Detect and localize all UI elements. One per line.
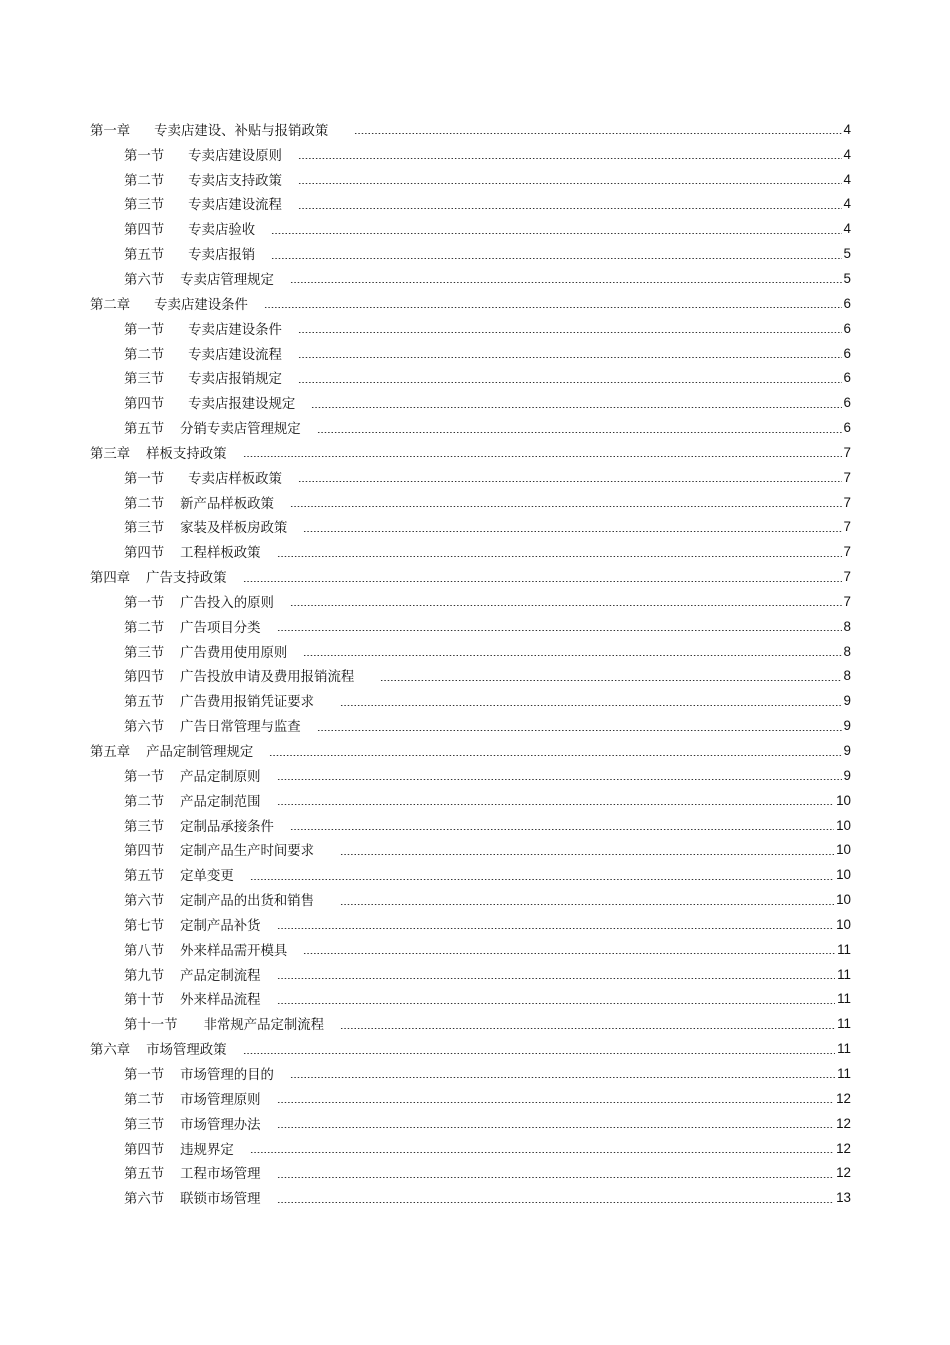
toc-entry-page-number: 7 <box>843 519 851 535</box>
toc-section-entry[interactable] <box>90 365 851 390</box>
dot-leader <box>277 1177 835 1178</box>
toc-entry-title: 专卖店建设流程 <box>188 347 282 363</box>
toc-chapter-entry[interactable] <box>90 440 851 465</box>
toc-entry-title: 专卖店管理规定 <box>180 272 274 288</box>
toc-entry-page-number: 10 <box>836 892 851 908</box>
toc-entry-title: 工程样板政策 <box>180 546 261 562</box>
toc-section-entry[interactable] <box>90 1160 851 1185</box>
toc-entry-page-number: 5 <box>843 246 851 262</box>
toc-entry-page-number: 10 <box>836 867 851 883</box>
toc-entry-title: 广告投入的原则 <box>180 595 274 611</box>
toc-entry-title: 专卖店报销规定 <box>188 372 282 388</box>
toc-entry-number: 第二节 <box>124 1092 165 1108</box>
toc-entry-title: 样板支持政策 <box>146 446 227 462</box>
toc-entry-title: 外来样品需开模具 <box>180 943 288 959</box>
toc-section-entry[interactable] <box>90 664 851 689</box>
toc-entry-number: 第三章 <box>90 446 131 462</box>
toc-section-entry[interactable] <box>90 241 851 266</box>
toc-entry-number: 第六节 <box>124 272 165 288</box>
toc-entry-title: 定制品承接条件 <box>180 819 274 835</box>
toc-entry-number: 第一节 <box>124 595 165 611</box>
toc-entry-page-number: 10 <box>836 792 851 808</box>
toc-section-entry[interactable] <box>90 1011 851 1036</box>
toc-entry-number: 第九节 <box>124 968 165 984</box>
dot-leader <box>298 183 842 184</box>
toc-entry-page-number: 10 <box>836 842 851 858</box>
dot-leader <box>277 556 842 557</box>
toc-entry-number: 第五节 <box>124 1167 165 1183</box>
toc-section-entry[interactable] <box>90 515 851 540</box>
dot-leader <box>277 1003 836 1004</box>
toc-entry-page-number: 11 <box>837 1016 851 1032</box>
toc-entry-title: 定制产品补货 <box>180 918 261 934</box>
toc-entry-number: 第六节 <box>124 720 165 736</box>
toc-entry-title: 产品定制原则 <box>180 769 261 785</box>
toc-chapter-entry[interactable] <box>90 564 851 589</box>
dot-leader <box>290 829 834 830</box>
dot-leader <box>298 208 842 209</box>
toc-entry-title: 广告投放申请及费用报销流程 <box>180 670 355 686</box>
dot-leader <box>250 1152 834 1153</box>
toc-section-entry[interactable] <box>90 192 851 217</box>
toc-entry-page-number: 10 <box>836 817 851 833</box>
toc-entry-number: 第六节 <box>124 894 165 910</box>
toc-entry-title: 产品定制管理规定 <box>146 745 254 761</box>
toc-entry-number: 第一节 <box>124 148 165 164</box>
toc-section-entry[interactable] <box>90 142 851 167</box>
toc-entry-page-number: 12 <box>836 1090 851 1106</box>
dot-leader <box>277 1102 835 1103</box>
toc-entry-number: 第一章 <box>90 123 131 139</box>
toc-entry-title: 专卖店建设条件 <box>154 297 248 313</box>
toc-entry-number: 第五节 <box>124 248 165 264</box>
toc-entry-title: 违规界定 <box>180 1142 234 1158</box>
table-of-contents <box>90 117 851 1210</box>
toc-entry-page-number: 7 <box>843 593 851 609</box>
toc-entry-number: 第十一节 <box>124 1018 178 1034</box>
toc-entry-number: 第二节 <box>124 173 165 189</box>
toc-entry-title: 产品定制流程 <box>180 968 261 984</box>
dot-leader <box>298 332 842 333</box>
toc-entry-page-number: 6 <box>843 420 851 436</box>
toc-entry-title: 专卖店报建设规定 <box>188 397 296 413</box>
toc-entry-title: 定制产品的出货和销售 <box>180 894 315 910</box>
toc-entry-page-number: 11 <box>837 1041 851 1057</box>
toc-entry-number: 第六章 <box>90 1043 131 1059</box>
toc-entry-title: 产品定制范围 <box>180 794 261 810</box>
toc-entry-title: 广告费用使用原则 <box>180 645 288 661</box>
toc-section-entry[interactable] <box>90 167 851 192</box>
dot-leader <box>277 928 835 929</box>
toc-entry-title: 专卖店支持政策 <box>188 173 282 189</box>
dot-leader <box>298 158 842 159</box>
toc-entry-page-number: 9 <box>843 693 851 709</box>
toc-entry-page-number: 11 <box>837 941 851 957</box>
toc-entry-number: 第一节 <box>124 1067 165 1083</box>
toc-entry-title: 专卖店建设流程 <box>188 198 282 214</box>
toc-entry-number: 第四节 <box>124 397 165 413</box>
toc-entry-title: 专卖店建设原则 <box>188 148 282 164</box>
toc-entry-number: 第二节 <box>124 794 165 810</box>
dot-leader <box>277 1202 835 1203</box>
dot-leader <box>271 258 841 259</box>
toc-entry-page-number: 7 <box>843 494 851 510</box>
toc-entry-number: 第一节 <box>124 769 165 785</box>
dot-leader <box>269 755 841 756</box>
toc-entry-title: 市场管理政策 <box>146 1043 227 1059</box>
toc-entry-page-number: 6 <box>843 370 851 386</box>
toc-entry-number: 第三节 <box>124 1117 165 1133</box>
toc-entry-page-number: 4 <box>843 221 851 237</box>
dot-leader <box>340 705 841 706</box>
toc-entry-number: 第四节 <box>124 546 165 562</box>
toc-section-entry[interactable] <box>90 763 851 788</box>
toc-entry-page-number: 4 <box>843 196 851 212</box>
dot-leader <box>340 1028 835 1029</box>
dot-leader <box>277 978 836 979</box>
dot-leader <box>290 1077 835 1078</box>
dot-leader <box>311 407 841 408</box>
dot-leader <box>354 133 841 134</box>
toc-entry-title: 定制产品生产时间要求 <box>180 844 315 860</box>
toc-section-entry[interactable] <box>90 713 851 738</box>
toc-entry-page-number: 9 <box>843 743 851 759</box>
toc-entry-number: 第四节 <box>124 223 165 239</box>
toc-entry-number: 第一节 <box>124 322 165 338</box>
toc-entry-number: 第一节 <box>124 471 165 487</box>
toc-entry-number: 第四节 <box>124 844 165 860</box>
dot-leader <box>277 630 842 631</box>
toc-entry-page-number: 12 <box>836 1140 851 1156</box>
dot-leader <box>317 432 842 433</box>
toc-entry-page-number: 10 <box>836 916 851 932</box>
dot-leader <box>340 854 834 855</box>
toc-entry-number: 第二节 <box>124 347 165 363</box>
toc-entry-title: 广告项目分类 <box>180 620 261 636</box>
toc-entry-title: 家装及样板房政策 <box>180 521 288 537</box>
toc-entry-number: 第四章 <box>90 571 131 587</box>
toc-entry-number: 第八节 <box>124 943 165 959</box>
toc-section-entry[interactable] <box>90 937 851 962</box>
toc-section-entry[interactable] <box>90 1086 851 1111</box>
toc-entry-title: 市场管理办法 <box>180 1117 261 1133</box>
dot-leader <box>290 605 842 606</box>
toc-entry-number: 第五章 <box>90 745 131 761</box>
toc-entry-title: 非常规产品定制流程 <box>203 1018 325 1034</box>
toc-entry-page-number: 7 <box>843 544 851 560</box>
toc-entry-number: 第四节 <box>124 670 165 686</box>
toc-entry-title: 新产品样板政策 <box>180 496 274 512</box>
toc-entry-number: 第四节 <box>124 1142 165 1158</box>
dot-leader <box>298 357 842 358</box>
toc-entry-page-number: 6 <box>843 345 851 361</box>
toc-entry-number: 第五节 <box>124 695 165 711</box>
toc-entry-title: 专卖店建设、补贴与报销政策 <box>154 123 329 139</box>
toc-entry-title: 专卖店报销 <box>188 248 256 264</box>
toc-entry-page-number: 7 <box>843 569 851 585</box>
dot-leader <box>303 531 841 532</box>
toc-section-entry[interactable] <box>90 813 851 838</box>
toc-section-entry[interactable] <box>90 589 851 614</box>
toc-entry-number: 第三节 <box>124 372 165 388</box>
toc-section-entry[interactable] <box>90 688 851 713</box>
toc-entry-title: 广告费用报销凭证要求 <box>180 695 315 711</box>
toc-entry-number: 第六节 <box>124 1192 165 1208</box>
toc-entry-title: 专卖店建设条件 <box>188 322 282 338</box>
toc-entry-page-number: 6 <box>843 320 851 336</box>
toc-entry-page-number: 4 <box>843 121 851 137</box>
dot-leader <box>298 481 842 482</box>
toc-section-entry[interactable] <box>90 490 851 515</box>
toc-entry-title: 联锁市场管理 <box>180 1192 261 1208</box>
toc-entry-number: 第十节 <box>124 993 165 1009</box>
toc-section-entry[interactable] <box>90 539 851 564</box>
toc-chapter-entry[interactable] <box>90 738 851 763</box>
toc-entry-page-number: 8 <box>843 643 851 659</box>
toc-section-entry[interactable] <box>90 266 851 291</box>
toc-section-entry[interactable] <box>90 1111 851 1136</box>
dot-leader <box>340 904 834 905</box>
toc-entry-title: 专卖店样板政策 <box>188 471 282 487</box>
toc-chapter-entry[interactable] <box>90 117 851 142</box>
toc-entry-page-number: 13 <box>836 1190 851 1206</box>
toc-chapter-entry[interactable] <box>90 291 851 316</box>
dot-leader <box>317 730 842 731</box>
toc-section-entry[interactable] <box>90 862 851 887</box>
toc-section-entry[interactable] <box>90 341 851 366</box>
toc-entry-number: 第三节 <box>124 819 165 835</box>
toc-entry-number: 第七节 <box>124 918 165 934</box>
toc-entry-page-number: 11 <box>837 966 851 982</box>
toc-entry-title: 工程市场管理 <box>180 1167 261 1183</box>
dot-leader <box>271 233 841 234</box>
toc-section-entry[interactable] <box>90 465 851 490</box>
toc-entry-title: 市场管理的目的 <box>180 1067 274 1083</box>
toc-section-entry[interactable] <box>90 1061 851 1086</box>
dot-leader <box>303 953 835 954</box>
toc-entry-number: 第三节 <box>124 198 165 214</box>
toc-entry-title: 广告日常管理与监查 <box>180 720 301 736</box>
toc-section-entry[interactable] <box>90 987 851 1012</box>
toc-entry-number: 第三节 <box>124 645 165 661</box>
dot-leader <box>277 804 835 805</box>
dot-leader <box>250 879 834 880</box>
toc-entry-number: 第五节 <box>124 422 165 438</box>
toc-entry-page-number: 4 <box>843 171 851 187</box>
toc-entry-page-number: 5 <box>843 270 851 286</box>
toc-entry-number: 第二节 <box>124 620 165 636</box>
toc-section-entry[interactable] <box>90 912 851 937</box>
toc-entry-page-number: 8 <box>843 618 851 634</box>
toc-entry-number: 第五节 <box>124 869 165 885</box>
toc-entry-number: 第二节 <box>124 496 165 512</box>
toc-entry-title: 专卖店验收 <box>188 223 256 239</box>
toc-entry-page-number: 9 <box>843 767 851 783</box>
toc-section-entry[interactable] <box>90 962 851 987</box>
dot-leader <box>303 655 841 656</box>
toc-section-entry[interactable] <box>90 415 851 440</box>
dot-leader <box>290 282 842 283</box>
toc-section-entry[interactable] <box>90 1136 851 1161</box>
dot-leader <box>277 779 842 780</box>
toc-entry-page-number: 7 <box>843 444 851 460</box>
toc-section-entry[interactable] <box>90 788 851 813</box>
dot-leader <box>380 680 841 681</box>
toc-entry-page-number: 11 <box>837 1065 851 1081</box>
toc-entry-page-number: 8 <box>843 668 851 684</box>
toc-entry-title: 广告支持政策 <box>146 571 227 587</box>
toc-section-entry[interactable] <box>90 1185 851 1210</box>
toc-entry-page-number: 11 <box>837 991 851 1007</box>
toc-entry-title: 市场管理原则 <box>180 1092 261 1108</box>
toc-section-entry[interactable] <box>90 316 851 341</box>
toc-entry-page-number: 6 <box>843 395 851 411</box>
toc-section-entry[interactable] <box>90 390 851 415</box>
toc-entry-number: 第二章 <box>90 297 131 313</box>
toc-entry-title: 分销专卖店管理规定 <box>180 422 301 438</box>
toc-entry-page-number: 4 <box>843 146 851 162</box>
toc-entry-title: 外来样品流程 <box>180 993 261 1009</box>
dot-leader <box>243 456 842 457</box>
toc-section-entry[interactable] <box>90 887 851 912</box>
dot-leader <box>264 307 842 308</box>
toc-chapter-entry[interactable] <box>90 1036 851 1061</box>
dot-leader <box>243 581 842 582</box>
toc-entry-page-number: 6 <box>843 295 851 311</box>
dot-leader <box>277 1127 835 1128</box>
toc-entry-title: 定单变更 <box>180 869 234 885</box>
toc-section-entry[interactable] <box>90 837 851 862</box>
dot-leader <box>298 382 842 383</box>
toc-entry-page-number: 9 <box>843 718 851 734</box>
toc-entry-page-number: 12 <box>836 1165 851 1181</box>
toc-entry-number: 第三节 <box>124 521 165 537</box>
toc-section-entry[interactable] <box>90 639 851 664</box>
dot-leader <box>290 506 842 507</box>
toc-entry-page-number: 12 <box>836 1115 851 1131</box>
toc-section-entry[interactable] <box>90 614 851 639</box>
toc-section-entry[interactable] <box>90 216 851 241</box>
dot-leader <box>243 1053 836 1054</box>
toc-entry-page-number: 7 <box>843 469 851 485</box>
